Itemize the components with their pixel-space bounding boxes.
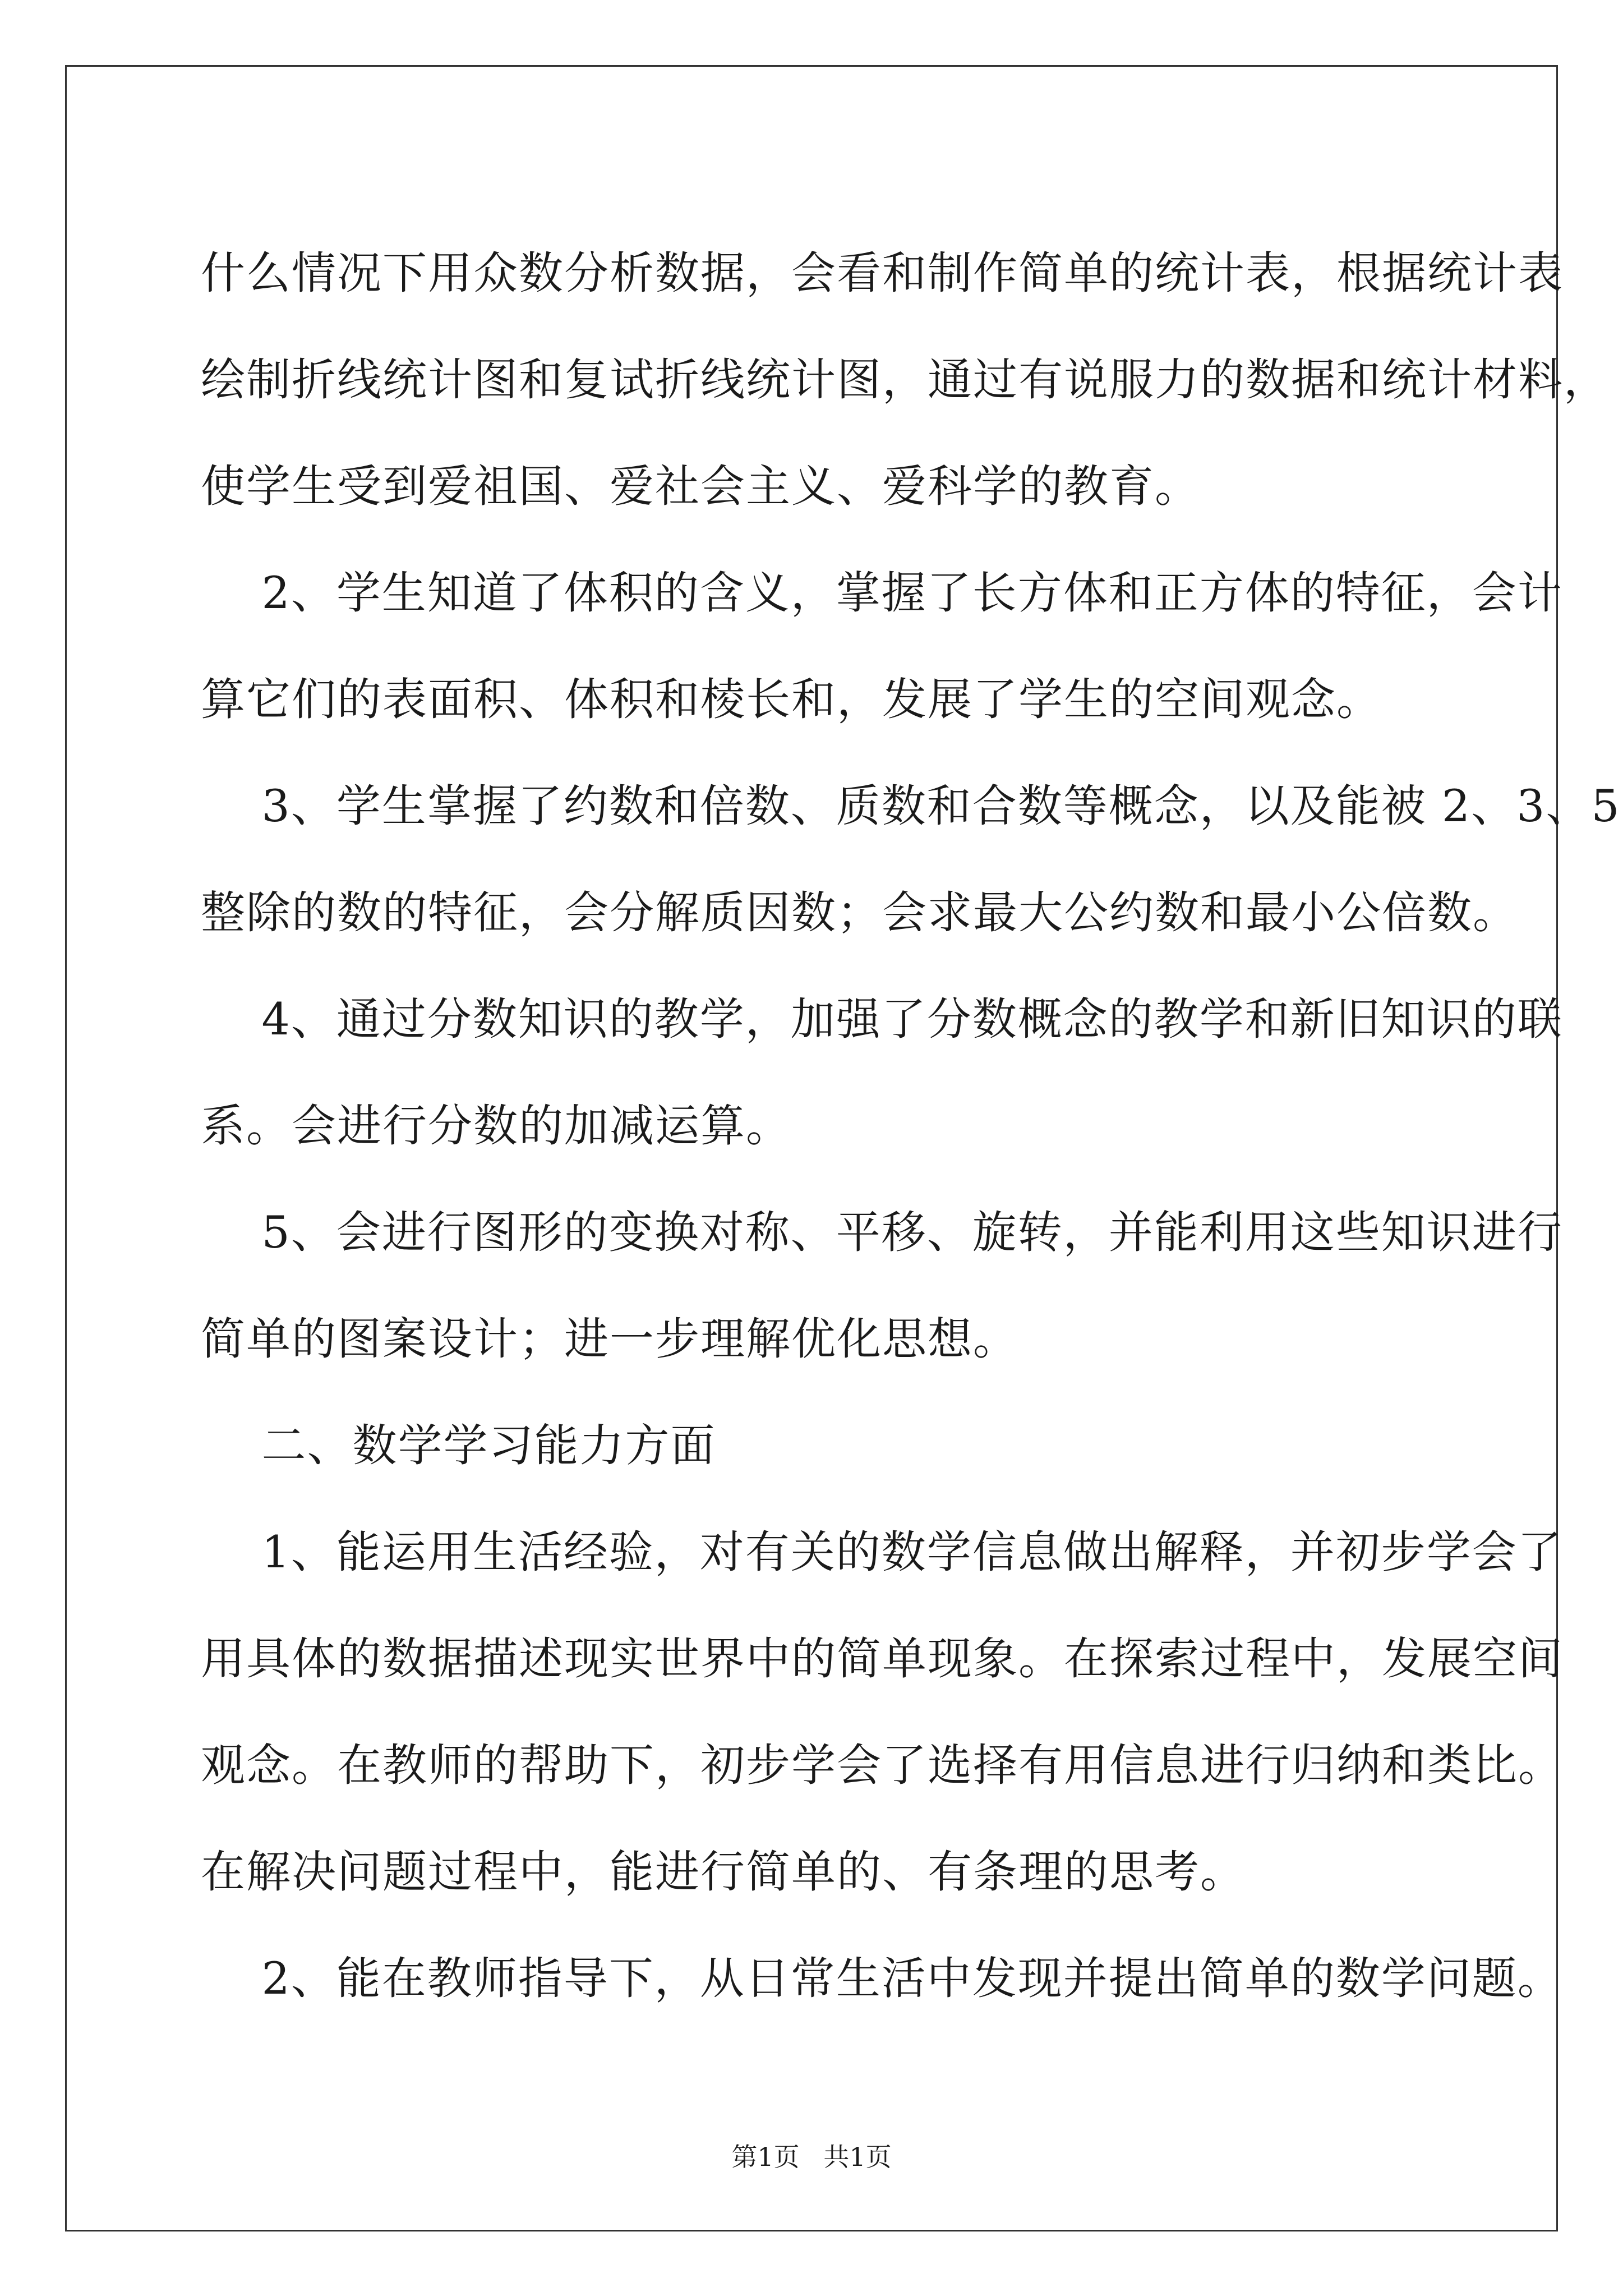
text-line: 用具体的数据描述现实世界中的简单现象。在探索过程中，发展空间: [201, 1633, 1564, 1685]
text-line: 什么情况下用众数分析数据，会看和制作简单的统计表，根据统计表: [201, 247, 1564, 299]
text-line: 2、学生知道了体积的含义，掌握了长方体和正方体的特征，会计: [201, 567, 1563, 619]
text-line: 算它们的表面积、体积和棱长和，发展了学生的空间观念。: [201, 674, 1382, 725]
page-total: 共1页: [823, 2142, 892, 2172]
text-line: 1、能运用生活经验，对有关的数学信息做出解释，并初步学会了: [201, 1526, 1563, 1578]
text-line: 使学生受到爱祖国、爱社会主义、爱科学的教育。: [201, 461, 1200, 512]
text-line: 5、会进行图形的变换对称、平移、旋转，并能利用这些知识进行: [201, 1207, 1563, 1258]
text-line: 在解决问题过程中，能进行简单的、有条理的思考。: [201, 1846, 1246, 1898]
text-line: 4、通过分数知识的教学，加强了分数概念的教学和新旧知识的联: [201, 993, 1563, 1045]
text-line: 简单的图案设计；进一步理解优化思想。: [201, 1313, 1018, 1365]
text-line: 整除的数的特征，会分解质因数；会求最大公约数和最小公倍数。: [201, 887, 1518, 938]
text-line: 观念。在教师的帮助下，初步学会了选择有用信息进行归纳和类比。: [201, 1740, 1564, 1791]
text-line: 3、学生掌握了约数和倍数、质数和合数等概念，以及能被 2、3、5: [201, 780, 1621, 832]
text-line: 2、能在教师指导下，从日常生活中发现并提出简单的数学问题。: [201, 1953, 1563, 2004]
page-number: 第1页: [731, 2142, 800, 2172]
document-body: [201, 220, 1621, 2032]
text-line: 绘制折线统计图和复试折线统计图，通过有说服力的数据和统计材料，: [201, 354, 1609, 406]
page-footer: [0, 2140, 1623, 2174]
section-heading: 二、数学学习能力方面: [201, 1420, 716, 1471]
text-line: 系。会进行分数的加减运算。: [201, 1100, 791, 1152]
